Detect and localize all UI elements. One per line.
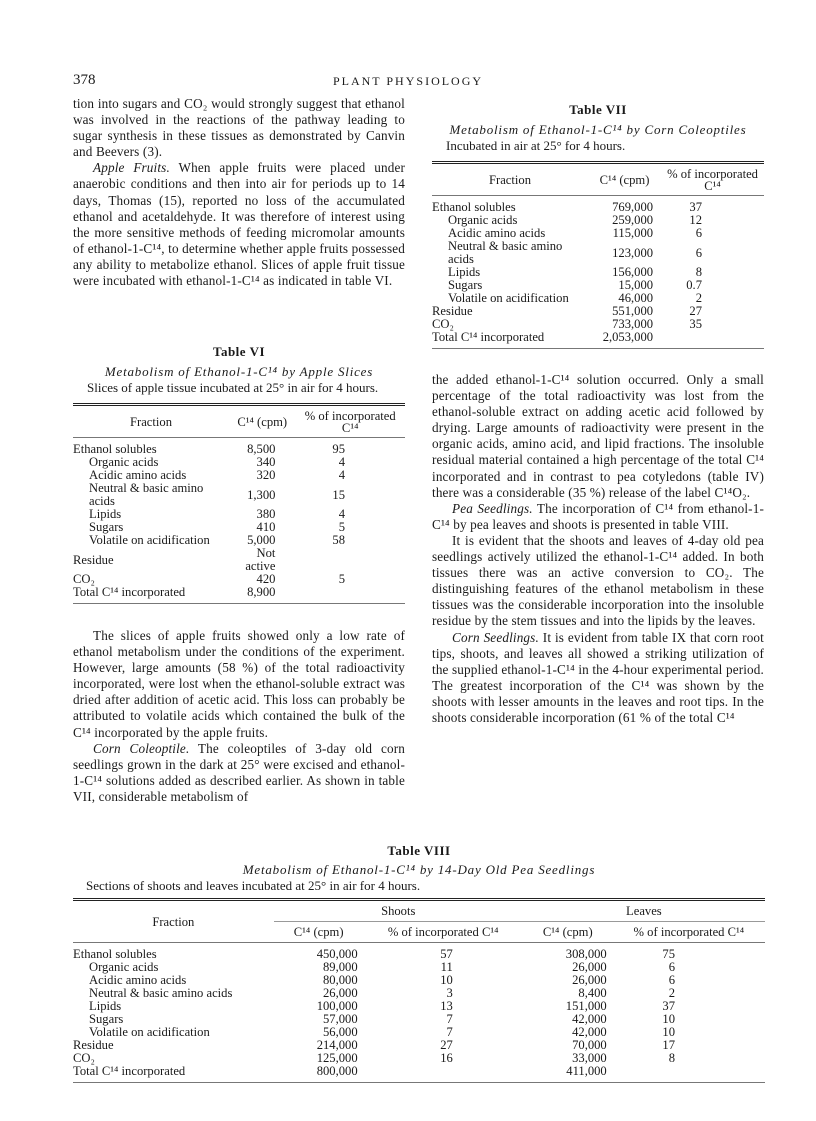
table-row: [432, 240, 764, 266]
column-header: C¹⁴ (cpm): [523, 922, 613, 943]
cpm-cell: 1,300: [247, 487, 276, 502]
section-lead: Apple Fruits.: [93, 160, 170, 176]
fraction-cell: Ethanol solubles: [73, 947, 157, 961]
percent-cell: 95: [332, 442, 345, 456]
group-header-shoots: Shoots: [274, 900, 523, 922]
cpm-cell: 340: [256, 455, 276, 469]
percent-cell: 5: [338, 520, 345, 534]
cpm-cell: 259,000: [612, 213, 654, 227]
group-header-leaves: Leaves: [523, 900, 765, 922]
fraction-cell: Residue: [73, 552, 114, 567]
table-viii: [73, 843, 765, 1083]
percent-cell: [295, 547, 405, 573]
cpm-cell: 551,000: [612, 304, 654, 318]
column-header: C¹⁴ (cpm): [588, 163, 661, 196]
percent-cell: 6: [668, 973, 675, 987]
paragraph: tion into sugars and CO₂ would strongly suggest that ethanol was involved in the reactions of the pathway leading to sugar synthesis in these tissues as demonstrated by Canvin and Beevers (3).: [73, 96, 405, 160]
percent-cell: 8: [668, 1051, 675, 1065]
fraction-cell: Ethanol solubles: [73, 442, 157, 456]
percent-cell: 10: [440, 973, 453, 987]
percent-cell: 2: [668, 986, 675, 1000]
table-row: [73, 1039, 765, 1052]
column-header: Fraction: [73, 405, 229, 438]
cpm-cell: 56,000: [322, 1025, 358, 1039]
section-lead: Corn Seedlings.: [452, 629, 539, 645]
column-header: C¹⁴ (cpm): [229, 405, 295, 438]
cpm-cell: 33,000: [572, 1051, 607, 1065]
percent-cell: 35: [689, 317, 702, 331]
fraction-cell: Sugars: [89, 1012, 124, 1026]
cpm-cell: 214,000: [316, 1038, 358, 1052]
cpm-cell: 57,000: [322, 1012, 358, 1026]
table-row: [73, 482, 405, 508]
paragraph: [432, 501, 764, 533]
cpm-cell: 8,900: [229, 586, 295, 604]
paragraph: [432, 630, 764, 727]
percent-cell: [613, 1065, 765, 1083]
percent-cell: 37: [662, 999, 675, 1013]
cpm-cell: 151,000: [565, 999, 607, 1013]
percent-cell: 27: [689, 304, 702, 318]
percent-cell: 6: [695, 226, 702, 240]
fraction-cell: Volatile on acidification: [89, 533, 210, 547]
table-caption: Sections of shoots and leaves incubated at 25° in air for 4 hours.: [86, 878, 421, 893]
percent-cell: 5: [338, 572, 345, 586]
table-row: [73, 438, 405, 457]
percent-cell: 15: [332, 487, 345, 502]
column-header: Fraction: [432, 163, 588, 196]
cpm-cell: 115,000: [612, 226, 654, 240]
column-header: % of incorporated C¹⁴: [613, 922, 765, 943]
cpm-cell: 5,000: [247, 533, 276, 547]
fraction-cell: Organic acids: [448, 213, 518, 227]
table-row: [73, 987, 765, 1000]
cpm-cell: 70,000: [572, 1038, 607, 1052]
fraction-cell: Residue: [432, 304, 473, 318]
cpm-cell: 410: [256, 520, 276, 534]
cpm-cell: Not active: [245, 546, 276, 573]
table-row: [73, 586, 405, 604]
table-row: [73, 547, 405, 573]
fraction-cell: Lipids: [89, 999, 122, 1013]
percent-cell: [295, 586, 405, 604]
fraction-cell: Neutral & basic amino acids: [89, 481, 204, 508]
percent-cell: 12: [689, 213, 702, 227]
fraction-cell: Lipids: [448, 265, 481, 279]
percent-cell: 7: [446, 1012, 453, 1026]
left-column-top: [73, 96, 405, 289]
cpm-cell: 80,000: [322, 973, 358, 987]
cpm-cell: 420: [256, 572, 276, 586]
fraction-cell: Neutral & basic amino acids: [448, 239, 563, 266]
fraction-cell: Acidic amino acids: [89, 973, 187, 987]
paragraph: the added ethanol-1-C¹⁴ solution occurred. Only a small percentage of the total radioactivity was lost from the ethanol-soluble extract on adding acetic acid followed by drying. Large amounts of radioactivity were present in the organic acids, amino acid, and lipid fractions. The insoluble residual material contained a high percentage of the total C¹⁴ incorporated and in contrast to pea cotyledons (table IV) there was a considerable (35 %) release of the label C¹⁴O₂.: [432, 372, 764, 500]
table-caption: Slices of apple tissue incubated at 25° in air for 4 hours.: [87, 380, 379, 395]
section-lead: Pea Seedlings.: [452, 500, 533, 516]
cpm-cell: 8,400: [578, 986, 607, 1000]
fraction-cell: Acidic amino acids: [89, 468, 187, 482]
table-row: [73, 1000, 765, 1013]
table-row: [73, 534, 405, 547]
paragraph: [73, 160, 405, 289]
right-column: [432, 372, 764, 726]
percent-cell: 10: [662, 1012, 675, 1026]
fraction-cell: Total C¹⁴ incorporated: [73, 586, 229, 604]
fraction-cell: Ethanol solubles: [432, 200, 516, 214]
table-row: [432, 196, 764, 215]
cpm-cell: 769,000: [612, 200, 654, 214]
fraction-cell: Volatile on acidification: [448, 291, 569, 305]
table-title: Table VII: [569, 102, 627, 117]
fraction-cell: Sugars: [448, 278, 483, 292]
paragraph-text: It is evident from table IX that corn root tips, shoots, and leaves all showed a striking utilization of the supplied ethanol-1-C¹⁴ in the 4-hour experimental period. The greatest incorporation of the C¹⁴ was shown by the shoots with lesser amounts in the leaves and root tips. In the shoots considerable incorporation (61 % of the total C¹⁴: [432, 629, 764, 725]
cpm-cell: 733,000: [612, 317, 654, 331]
percent-cell: 6: [695, 245, 702, 260]
data-table: [432, 161, 764, 349]
cpm-cell: 8,500: [247, 442, 276, 456]
percent-cell: 4: [338, 455, 345, 469]
data-table: [73, 898, 765, 1083]
paragraph-text: The incorporation of C¹⁴ from ethanol-1-C¹⁴ by pea leaves and shoots is presented in table VIII.: [432, 500, 764, 532]
cpm-cell: 450,000: [316, 947, 358, 961]
table-caption: Incubated in air at 25° for 4 hours.: [446, 138, 626, 153]
table-subtitle: Metabolism of Ethanol-1-C¹⁴ by 14-Day Old Pea Seedlings: [242, 862, 596, 877]
table-row: [432, 305, 764, 318]
percent-cell: 4: [338, 468, 345, 482]
cpm-cell: 42,000: [572, 1012, 607, 1026]
left-column-bottom: [73, 628, 405, 805]
cpm-cell: 26,000: [572, 973, 607, 987]
cpm-cell: 123,000: [612, 245, 654, 260]
column-header: Fraction: [73, 900, 274, 943]
percent-cell: 2: [695, 291, 702, 305]
percent-cell: 27: [440, 1038, 453, 1052]
percent-cell: 75: [662, 947, 675, 961]
cpm-cell: 411,000: [523, 1065, 613, 1083]
section-lead: Corn Coleoptile.: [93, 740, 190, 756]
table-vi: [73, 344, 405, 604]
percent-cell: 58: [332, 533, 345, 547]
fraction-cell: CO₂: [73, 572, 95, 586]
cpm-cell: 380: [256, 507, 276, 521]
fraction-cell: Residue: [73, 1038, 114, 1052]
cpm-cell: 26,000: [322, 986, 358, 1000]
cpm-cell: 89,000: [322, 960, 358, 974]
fraction-cell: Volatile on acidification: [89, 1025, 210, 1039]
cpm-cell: 800,000: [274, 1065, 364, 1083]
table-title: Table VIII: [387, 843, 451, 858]
table-vii: [432, 102, 764, 349]
percent-cell: 8: [695, 265, 702, 279]
percent-cell: 16: [440, 1051, 453, 1065]
table-row: [73, 1065, 765, 1083]
fraction-cell: Organic acids: [89, 455, 159, 469]
percent-cell: 3: [446, 986, 453, 1000]
data-table: [73, 403, 405, 604]
table-title: Table VI: [212, 344, 266, 359]
cpm-cell: 26,000: [572, 960, 607, 974]
column-header: C¹⁴ (cpm): [274, 922, 364, 943]
fraction-cell: Total C¹⁴ incorporated: [73, 1065, 274, 1083]
page-number: 378: [73, 72, 96, 88]
table-row: [73, 943, 765, 962]
cpm-cell: 125,000: [316, 1051, 358, 1065]
percent-cell: 57: [440, 947, 453, 961]
fraction-cell: Lipids: [89, 507, 122, 521]
percent-cell: 17: [662, 1038, 675, 1052]
table-row: [432, 331, 764, 349]
table-row: [73, 1026, 765, 1039]
running-title: PLANT PHYSIOLOGY: [332, 74, 484, 88]
paragraph: It is evident that the shoots and leaves of 4-day old pea seedlings actively utilized the ethanol-1-C¹⁴ added. In both tissues there was an active conversion to CO₂. The distinguishing features of the ethanol metabolism in these tissues was the considerable incorporation into the insoluble residue by the stem tissues and into the lipids by the leaves.: [432, 532, 764, 629]
percent-cell: 6: [668, 960, 675, 974]
percent-cell: [661, 331, 764, 349]
cpm-cell: 46,000: [618, 291, 654, 305]
table-row: [432, 292, 764, 305]
paragraph-text: The coleoptiles of 3-day old corn seedlings grown in the dark at 25° were excised and ethanol-1-C¹⁴ solutions added as described earlier. As shown in table VII, considerable metabolism of: [73, 740, 405, 804]
column-header: % of incorporated C¹⁴: [295, 405, 405, 438]
table-subtitle: Metabolism of Ethanol-1-C¹⁴ by Corn Coleoptiles: [449, 122, 747, 137]
percent-cell: 0.7: [686, 278, 702, 292]
percent-cell: 4: [338, 507, 345, 521]
fraction-cell: Acidic amino acids: [448, 226, 546, 240]
fraction-cell: Sugars: [89, 520, 124, 534]
cpm-cell: 308,000: [565, 947, 607, 961]
fraction-cell: Neutral & basic amino acids: [89, 986, 233, 1000]
paragraph-text: When apple fruits were placed under anaerobic conditions and then into air for periods up to 14 days, Thomas (15), reported no loss of the accumulated ethanol and acetaldehyde. It was therefore of interest using the more sensitive methods of feeding micromolar amounts of ethanol-1-C¹⁴, to determine whether apple fruits possessed any ability to metabolize ethanol. Slices of apple fruit tissue were incubated with ethanol-1-C¹⁴ as indicated in table VI.: [73, 160, 406, 289]
cpm-cell: 156,000: [612, 265, 654, 279]
cpm-cell: 320: [256, 468, 276, 482]
paragraph: The slices of apple fruits showed only a low rate of ethanol metabolism under the conditions of the experiment. However, large amounts (58 %) of the total radioactivity incorporated, were lost when the ethanol-soluble extract was dried after addition of acetic acid. This loss can probably be attributed to volatile acids which contained the bulk of the C¹⁴ incorporated by the apple fruits.: [73, 628, 405, 740]
fraction-cell: Total C¹⁴ incorporated: [432, 331, 588, 349]
fraction-cell: CO₂: [432, 317, 454, 331]
table-subtitle: Metabolism of Ethanol-1-C¹⁴ by Apple Slices: [104, 364, 374, 379]
column-header: % of incorporated C¹⁴: [364, 922, 523, 943]
percent-cell: [364, 1065, 523, 1083]
percent-cell: 10: [662, 1025, 675, 1039]
fraction-cell: Organic acids: [89, 960, 159, 974]
percent-cell: 37: [689, 200, 702, 214]
cpm-cell: 2,053,000: [588, 331, 661, 349]
paragraph: [73, 741, 405, 805]
percent-cell: 11: [440, 960, 453, 974]
cpm-cell: 100,000: [316, 999, 358, 1013]
cpm-cell: 42,000: [572, 1025, 607, 1039]
percent-cell: 7: [446, 1025, 453, 1039]
fraction-cell: CO₂: [73, 1051, 95, 1065]
cpm-cell: 15,000: [618, 278, 654, 292]
column-header: % of incorporated C¹⁴: [661, 163, 764, 196]
percent-cell: 13: [440, 999, 453, 1013]
